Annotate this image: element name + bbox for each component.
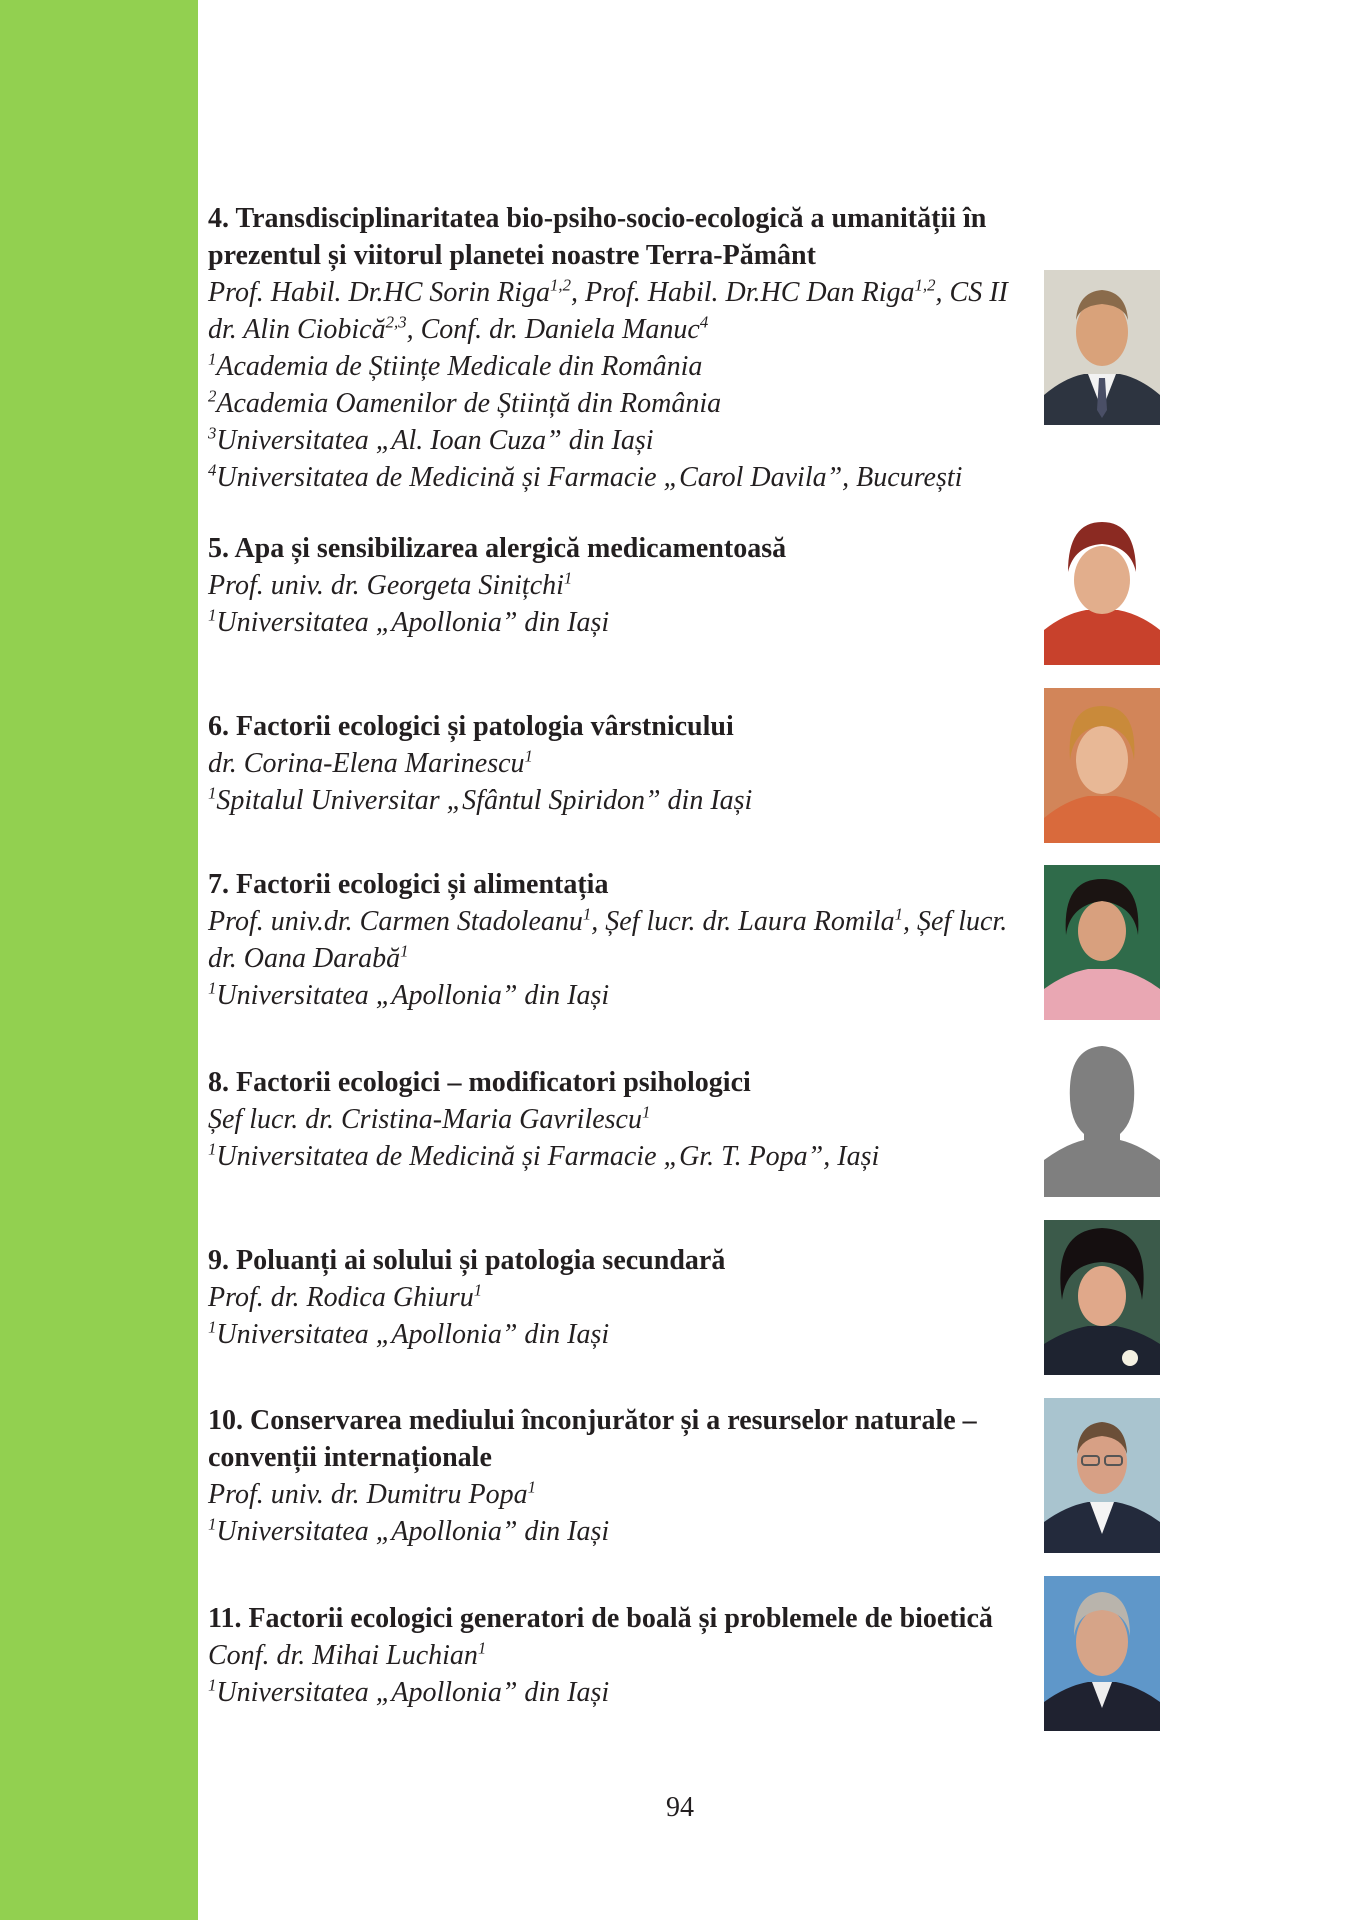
author-sup: 1 <box>582 904 592 924</box>
affiliation-num: 1 <box>208 1675 217 1695</box>
affiliation-num: 3 <box>208 423 217 443</box>
author-separator: , <box>935 277 950 308</box>
page-number: 94 <box>666 1792 694 1823</box>
entry-authors <box>208 274 1038 348</box>
author-sup: 1 <box>642 1102 651 1122</box>
entry-6 <box>208 708 1038 819</box>
affiliation <box>208 1138 1038 1175</box>
affiliation-num: 1 <box>208 349 217 369</box>
author-sup: 1 <box>400 941 409 961</box>
portrait-man-suit <box>1044 270 1160 425</box>
entry-authors <box>208 567 1038 604</box>
affiliation-num: 1 <box>208 1317 217 1337</box>
affiliation-text: Universitatea de Medicină și Farmacie „Carol Davila”, București <box>216 462 963 493</box>
affiliation-text: Universitatea „Apollonia” din Iași <box>216 1319 610 1350</box>
author-name: Șef lucr. dr. Laura Romila <box>605 906 895 937</box>
author-name: Prof. dr. Rodica Ghiuru <box>208 1282 474 1313</box>
affiliation-text: Spitalul Universitar „Sfântul Spiridon” din Iași <box>216 785 753 816</box>
portrait-woman-curly-hair <box>1044 1220 1160 1375</box>
author-sup: 1 <box>563 568 573 588</box>
affiliation <box>208 422 1038 459</box>
affiliation-text: Universitatea „Apollonia” din Iași <box>216 980 610 1011</box>
affiliation <box>208 1674 1038 1711</box>
entry-9 <box>208 1242 1038 1353</box>
portrait-woman-red <box>1044 510 1160 665</box>
affiliation <box>208 977 1038 1014</box>
entry-title: 11. Factorii ecologici generatori de boală și problemele de bioetică <box>208 1603 993 1634</box>
entry-10 <box>208 1402 1038 1550</box>
entry-title: 4. Transdisciplinaritatea bio-psiho-socio-ecologică a umanității în prezentul și viitorul planetei noastre Terra-Pământ <box>208 203 987 271</box>
entry-7 <box>208 866 1038 1014</box>
portrait-man-grey-hair <box>1044 1576 1160 1731</box>
affiliation-num: 1 <box>208 1139 217 1159</box>
entry-title: 5. Apa și sensibilizarea alergică medicamentoasă <box>208 533 787 564</box>
author-separator: , <box>903 906 918 937</box>
portrait-woman-dark-hair <box>1044 865 1160 1020</box>
author-name: Prof. univ. dr. Georgeta Sinițchi <box>208 570 564 601</box>
author-sup: 1,2 <box>914 275 936 295</box>
author-name: Prof. Habil. Dr.HC Dan Riga <box>584 277 915 308</box>
author-sup: 1 <box>524 746 533 766</box>
entry-title: 8. Factorii ecologici – modificatori psihologici <box>208 1067 751 1098</box>
affiliation <box>208 385 1038 422</box>
author-sup: 2,3 <box>385 312 407 332</box>
affiliation-num: 2 <box>208 386 217 406</box>
entry-authors <box>208 745 1038 782</box>
entry-11 <box>208 1600 1038 1711</box>
entry-authors <box>208 1279 1038 1316</box>
affiliation-text: Academia de Științe Medicale din România <box>216 351 703 382</box>
entry-authors <box>208 1101 1038 1138</box>
author-sup: 1 <box>894 904 904 924</box>
author-sup: 1 <box>473 1280 483 1300</box>
affiliation <box>208 1513 1038 1550</box>
portrait-man-glasses <box>1044 1398 1160 1553</box>
author-name: Șef lucr. dr. Cristina-Maria Gavrilescu <box>208 1104 642 1135</box>
affiliation <box>208 782 1038 819</box>
author-name: CS II dr. Alin Ciobică <box>208 277 1008 345</box>
author-separator: , <box>406 314 421 345</box>
author-name: dr. Corina-Elena Marinescu <box>208 748 525 779</box>
affiliation-num: 1 <box>208 605 217 625</box>
affiliation <box>208 1316 1038 1353</box>
author-name: Prof. Habil. Dr.HC Sorin Riga <box>208 277 550 308</box>
affiliation <box>208 459 1038 496</box>
affiliation-num: 1 <box>208 783 217 803</box>
portrait-woman-blonde <box>1044 688 1160 843</box>
affiliation-num: 4 <box>208 460 217 480</box>
affiliation-text: Universitatea „Apollonia” din Iași <box>216 1677 610 1708</box>
affiliation-num: 1 <box>208 978 217 998</box>
affiliation-num: 1 <box>208 1514 217 1534</box>
author-sup: 1 <box>477 1638 487 1658</box>
author-separator: , <box>591 906 606 937</box>
entry-authors <box>208 903 1038 977</box>
entry-4 <box>208 200 1038 496</box>
affiliation <box>208 604 1038 641</box>
affiliation-text: Academia Oamenilor de Știință din România <box>216 388 722 419</box>
placeholder-silhouette <box>1044 1042 1160 1197</box>
entry-authors <box>208 1476 1038 1513</box>
green-sidebar <box>0 0 198 1920</box>
affiliation-text: Universitatea „Apollonia” din Iași <box>216 607 610 638</box>
author-name: Prof. univ.dr. Carmen Stadoleanu <box>208 906 583 937</box>
entry-title: 7. Factorii ecologici și alimentația <box>208 869 609 900</box>
author-sup: 4 <box>699 312 709 332</box>
author-name: Conf. dr. Mihai Luchian <box>208 1640 478 1671</box>
author-sup: 1 <box>527 1477 537 1497</box>
author-name: Conf. dr. Daniela Manuc <box>420 314 700 345</box>
affiliation-text: Universitatea „Al. Ioan Cuza” din Iași <box>216 425 654 456</box>
author-name: Prof. univ. dr. Dumitru Popa <box>208 1479 528 1510</box>
entry-title: 9. Poluanți ai solului și patologia secundară <box>208 1245 726 1276</box>
author-separator: , <box>570 277 585 308</box>
author-name: Șef lucr. dr. Oana Darabă <box>208 906 1008 974</box>
entry-authors <box>208 1637 1038 1674</box>
entry-title: 6. Factorii ecologici și patologia vârstnicului <box>208 711 734 742</box>
affiliation-text: Universitatea de Medicină și Farmacie „Gr. T. Popa”, Iași <box>216 1141 880 1172</box>
entry-5 <box>208 530 1038 641</box>
affiliation-text: Universitatea „Apollonia” din Iași <box>216 1516 610 1547</box>
affiliation <box>208 348 1038 385</box>
entry-title: 10. Conservarea mediului înconjurător și a resurselor naturale – convenții internaționale <box>208 1405 977 1473</box>
author-sup: 1,2 <box>550 275 571 295</box>
entry-8 <box>208 1064 1038 1175</box>
